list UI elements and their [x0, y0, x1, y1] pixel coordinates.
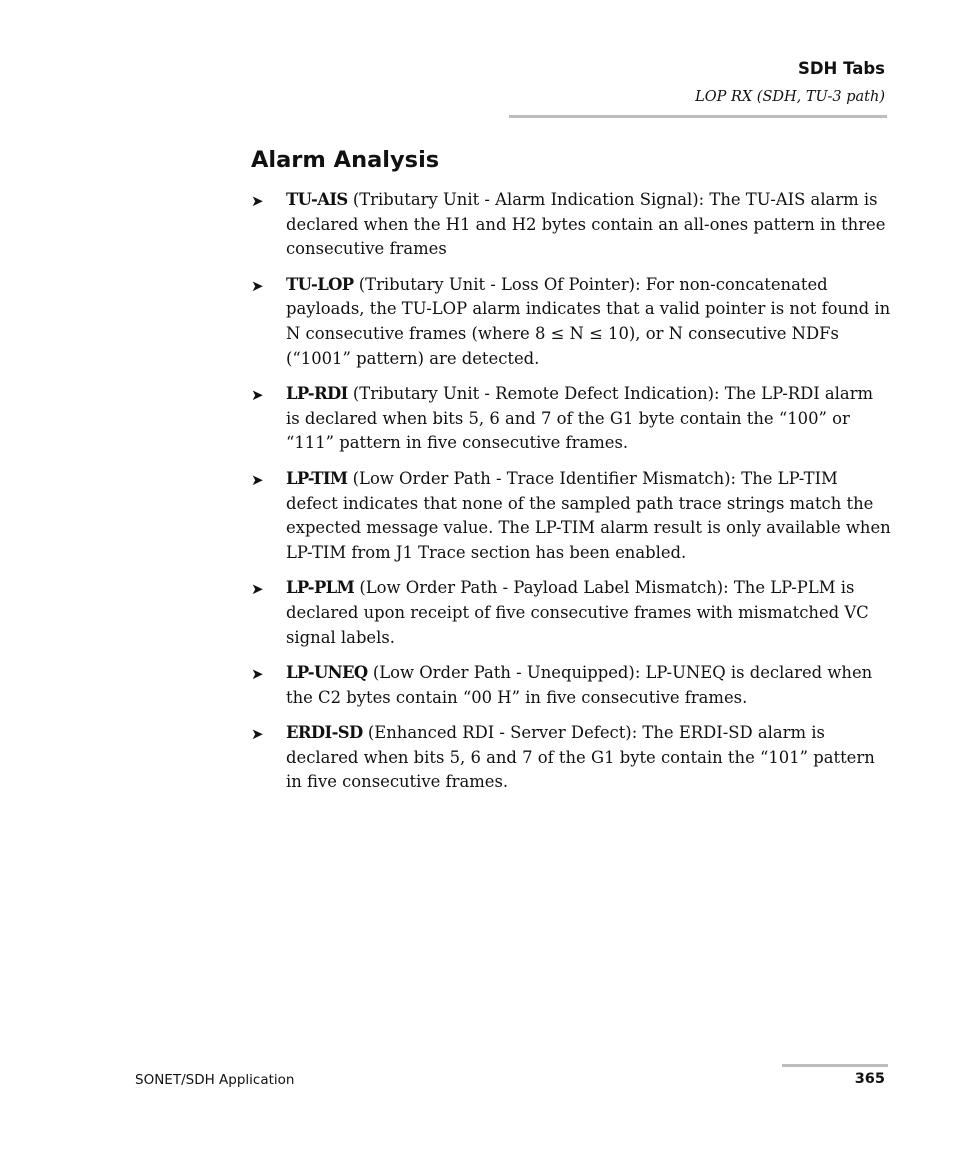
page-number: 365: [854, 1071, 885, 1087]
alarm-item-lp-uneq: [251, 661, 891, 710]
alarm-item-tu-lop: [251, 273, 891, 371]
alarm-description: (Tributary Unit - Loss Of Pointer): For non-concatenated payloads, the TU-LOP alarm indicates that a valid pointer is not found in N consecutive frames (where 8 ≤ N ≤ 10), or N consecutive NDFs (“1001” pattern) are detected.: [286, 274, 891, 368]
header-subsection-title: LOP RX (SDH, TU-3 path): [695, 89, 885, 105]
alarm-term: TU-AIS: [286, 190, 348, 209]
alarm-description: (Low Order Path - Unequipped): LP-UNEQ is declared when the C2 bytes contain “00 H” in five consecutive frames.: [286, 663, 873, 707]
right-arrowhead-icon: ➤: [251, 276, 264, 295]
alarm-item-erdi-sd: [251, 721, 891, 795]
alarm-description: (Enhanced RDI - Server Defect): The ERDI-SD alarm is declared when bits 5, 6 and 7 of the G1 byte contain the “101” pattern in five consecutive frames.: [286, 723, 875, 792]
alarm-item-lp-rdi: [251, 382, 891, 456]
alarm-term: LP-PLM: [286, 578, 355, 598]
alarm-description: (Tributary Unit - Remote Defect Indication): The LP-RDI alarm is declared when bits 5, 6 and 7 of the G1 byte contain the “100” or “111” pattern in five consecutive frames.: [286, 384, 874, 453]
alarm-item-lp-tim: [251, 467, 891, 565]
alarm-description: (Tributary Unit - Alarm Indication Signal): The TU-AIS alarm is declared when the H1 and H2 bytes contain an all-ones pattern in three consecutive frames: [286, 190, 886, 259]
header-divider: [509, 115, 887, 118]
right-arrowhead-icon: ➤: [251, 470, 264, 489]
alarm-term: LP-TIM: [286, 468, 348, 488]
alarm-item-lp-plm: [251, 576, 891, 650]
right-arrowhead-icon: ➤: [251, 665, 264, 684]
alarm-term: LP-RDI: [286, 384, 348, 404]
alarm-description: (Low Order Path - Payload Label Mismatch): The LP-PLM is declared upon receipt of five consecutive frames with mismatched VC signal labels.: [286, 578, 869, 647]
right-arrowhead-icon: ➤: [251, 192, 264, 210]
header-section-title: SDH Tabs: [797, 59, 885, 78]
section-heading: Alarm Analysis: [251, 147, 440, 173]
footer-divider: [782, 1064, 888, 1067]
alarm-term: ERDI-SD: [286, 723, 363, 743]
footer-document-title: SONET/SDH Application: [135, 1072, 295, 1088]
right-arrowhead-icon: ➤: [251, 580, 264, 599]
alarm-term: LP-UNEQ: [286, 663, 368, 683]
right-arrowhead-icon: ➤: [251, 386, 264, 405]
alarm-term: TU-LOP: [286, 274, 354, 294]
alarm-description: (Low Order Path - Trace Identifier Mismatch): The LP-TIM defect indicates that none of the sampled path trace strings match the expected message value. The LP-TIM alarm result is only available when LP-TIM from J1 Trace section has been enabled.: [286, 468, 891, 562]
alarm-list: [251, 188, 891, 806]
alarm-item-tu-ais: [251, 188, 891, 262]
right-arrowhead-icon: ➤: [251, 725, 264, 744]
